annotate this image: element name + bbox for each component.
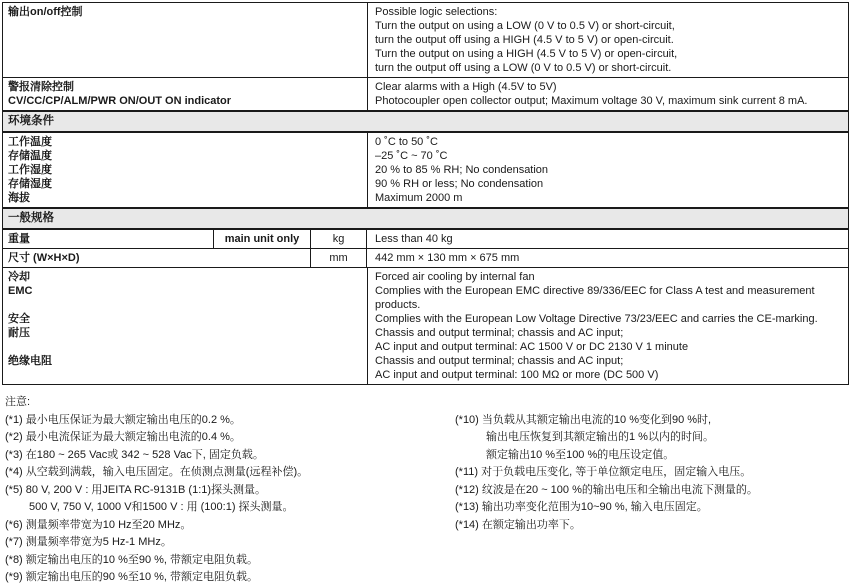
value-alarm-clear: Clear alarms with a High (4.5V to 5V) — [375, 81, 557, 93]
label-insulation-resistance: 绝缘电阻 — [8, 355, 52, 367]
value-operating-humidity: 20 % to 85 % RH; No condensation — [375, 164, 549, 176]
row-weight — [3, 229, 848, 249]
label-emc: EMC — [8, 285, 33, 297]
label-blank — [3, 33, 367, 47]
footnote-2: (*2) 最小电流保证为最大额定输出电流的0.4 %。 — [5, 431, 241, 443]
footnotes-right-column — [455, 394, 849, 587]
footnote-9: (*9) 额定输出电压的90 %至10 %, 带额定电阻负载。 — [5, 571, 259, 583]
footnote-1: (*1) 最小电压保证为最大额定输出电压的0.2 %。 — [5, 413, 241, 426]
table-row — [3, 284, 848, 312]
section-header-environment: 环境条件 — [3, 111, 848, 132]
table-row — [3, 177, 848, 191]
footnote-10: (*10) 当负载从其额定输出电流的10 %变化到90 %时, — [455, 413, 712, 426]
cell-main-unit-only: main unit only — [214, 230, 311, 248]
label-dimensions: 尺寸 (W×H×D) — [3, 249, 311, 267]
specifications-table — [2, 2, 849, 385]
value-logic-selections: Possible logic selections: — [375, 6, 498, 18]
value-operating-temperature: 0 ˚C to 50 ˚C — [375, 136, 438, 148]
label-indicator: CV/CC/CP/ALM/PWR ON/OUT ON indicator — [8, 95, 232, 107]
table-row — [3, 33, 848, 47]
label-operating-humidity: 工作湿度 — [8, 164, 52, 176]
footnote-14: (*14) 在额定输出功率下。 — [455, 518, 581, 531]
table-row — [3, 270, 848, 284]
footnote-13: (*13) 输出功率变化范围为10~90 %, 输入电压固定。 — [455, 501, 708, 513]
table-row — [3, 94, 848, 108]
value-storage-temperature: –25 ˚C ~ 70 ˚C — [375, 150, 448, 162]
value-altitude: Maximum 2000 m — [375, 192, 463, 204]
row-dimensions — [3, 249, 848, 268]
value-line: turn the output off using a HIGH (4.5 V to 5 V) or open-circuit. — [375, 34, 674, 46]
footnote-6: (*6) 测量频率带宽为10 Hz至20 MHz。 — [5, 518, 192, 531]
value-insulation-resistance-2: AC input and output terminal: 100 MΩ or more (DC 500 V) — [375, 369, 659, 381]
footnotes-title: 注意: — [5, 396, 31, 408]
label-blank — [3, 61, 367, 75]
table-row — [3, 5, 848, 19]
value-emc: Complies with the European EMC directive 89/336/EEC for Class A test and measurement products. — [375, 285, 815, 311]
value-cooling: Forced air cooling by internal fan — [375, 271, 535, 283]
section-header-general-specs: 一般规格 — [3, 208, 848, 229]
label-storage-temperature: 存储温度 — [8, 150, 52, 162]
table-row — [3, 61, 848, 75]
label-blank — [3, 47, 367, 61]
value-storage-humidity: 90 % RH or less; No condensation — [375, 178, 544, 190]
value-weight: Less than 40 kg — [375, 233, 453, 245]
table-row — [3, 312, 848, 326]
value-line: Turn the output on using a LOW (0 V to 0.5 V) or short-circuit, — [375, 20, 675, 32]
spec-sheet-page — [0, 2, 852, 583]
row-output-onoff-control — [3, 3, 848, 78]
footnote-7: (*7) 测量频率带宽为5 Hz-1 MHz。 — [5, 536, 172, 548]
footnote-5-cont: 500 V, 750 V, 1000 V和1500 V : 用 (100:1) 探头测量。 — [29, 501, 294, 513]
cell-dimensions-unit: mm — [311, 249, 367, 267]
label-blank — [3, 340, 367, 354]
block-misc-specs — [3, 268, 848, 384]
table-row — [3, 149, 848, 163]
footnote-11: (*11) 对于负载电压变化, 等于单位额定电压，固定输入电压。 — [455, 466, 752, 478]
label-withstand-voltage: 耐压 — [8, 327, 30, 339]
row-alarm-clear — [3, 78, 848, 111]
footnotes-left-column — [5, 394, 455, 587]
label-output-onoff-control: 输出on/off控制 — [8, 6, 83, 18]
table-row — [3, 135, 848, 149]
footnote-10-cont: 额定输出10 %至100 %的电压设定值。 — [486, 448, 675, 461]
label-blank — [3, 19, 367, 33]
value-line: Turn the output on using a HIGH (4.5 V to 5 V) or open-circuit, — [375, 48, 678, 60]
table-row — [3, 19, 848, 33]
footnote-12: (*12) 纹波是在20 ~ 100 %的输出电压和全输出电流下测量的。 — [455, 483, 758, 496]
value-indicator: Photocoupler open collector output; Maximum voltage 30 V, maximum sink current 8 mA. — [375, 95, 808, 107]
footnote-4: (*4) 从空载到满载，输入电压固定。在侦测点测量(远程补偿)。 — [5, 466, 309, 478]
footnote-8: (*8) 额定输出电压的10 %至90 %, 带额定电阻负载。 — [5, 553, 259, 566]
label-weight: 重量 — [3, 230, 214, 248]
label-safety: 安全 — [8, 313, 30, 325]
table-row — [3, 163, 848, 177]
value-safety: Complies with the European Low Voltage Directive 73/23/EEC and carries the CE-marking. — [375, 313, 818, 325]
block-environment — [3, 132, 848, 208]
footnote-3: (*3) 在180 ~ 265 Vac或 342 ~ 528 Vac下, 固定负载。 — [5, 448, 264, 461]
label-altitude: 海拔 — [8, 192, 30, 204]
table-row — [3, 47, 848, 61]
table-row — [3, 191, 848, 205]
footnotes — [5, 394, 849, 587]
label-blank — [3, 368, 367, 382]
value-withstand-voltage-2: AC input and output terminal: AC 1500 V or DC 2130 V 1 minute — [375, 341, 689, 353]
label-alarm-clear-control: 警报清除控制 — [8, 81, 74, 93]
label-cooling: 冷却 — [8, 271, 30, 283]
cell-weight-unit: kg — [311, 230, 367, 248]
table-row — [3, 340, 848, 354]
label-operating-temperature: 工作温度 — [8, 136, 52, 148]
table-row — [3, 326, 848, 340]
label-storage-humidity: 存储湿度 — [8, 178, 52, 190]
footnote-5: (*5) 80 V, 200 V : 用JEITA RC-9131B (1:1)探头测量。 — [5, 483, 267, 496]
table-row — [3, 354, 848, 368]
value-withstand-voltage-1: Chassis and output terminal; chassis and AC input; — [375, 327, 624, 339]
table-row — [3, 80, 848, 94]
value-insulation-resistance-1: Chassis and output terminal; chassis and AC input; — [375, 355, 624, 367]
value-line: turn the output off using a LOW (0 V to 0.5 V) or short-circuit. — [375, 62, 672, 74]
table-row — [3, 368, 848, 382]
value-dimensions: 442 mm × 130 mm × 675 mm — [375, 252, 520, 264]
footnote-10-cont: 输出电压恢复到其额定输出的1 %以内的时间。 — [486, 431, 714, 443]
